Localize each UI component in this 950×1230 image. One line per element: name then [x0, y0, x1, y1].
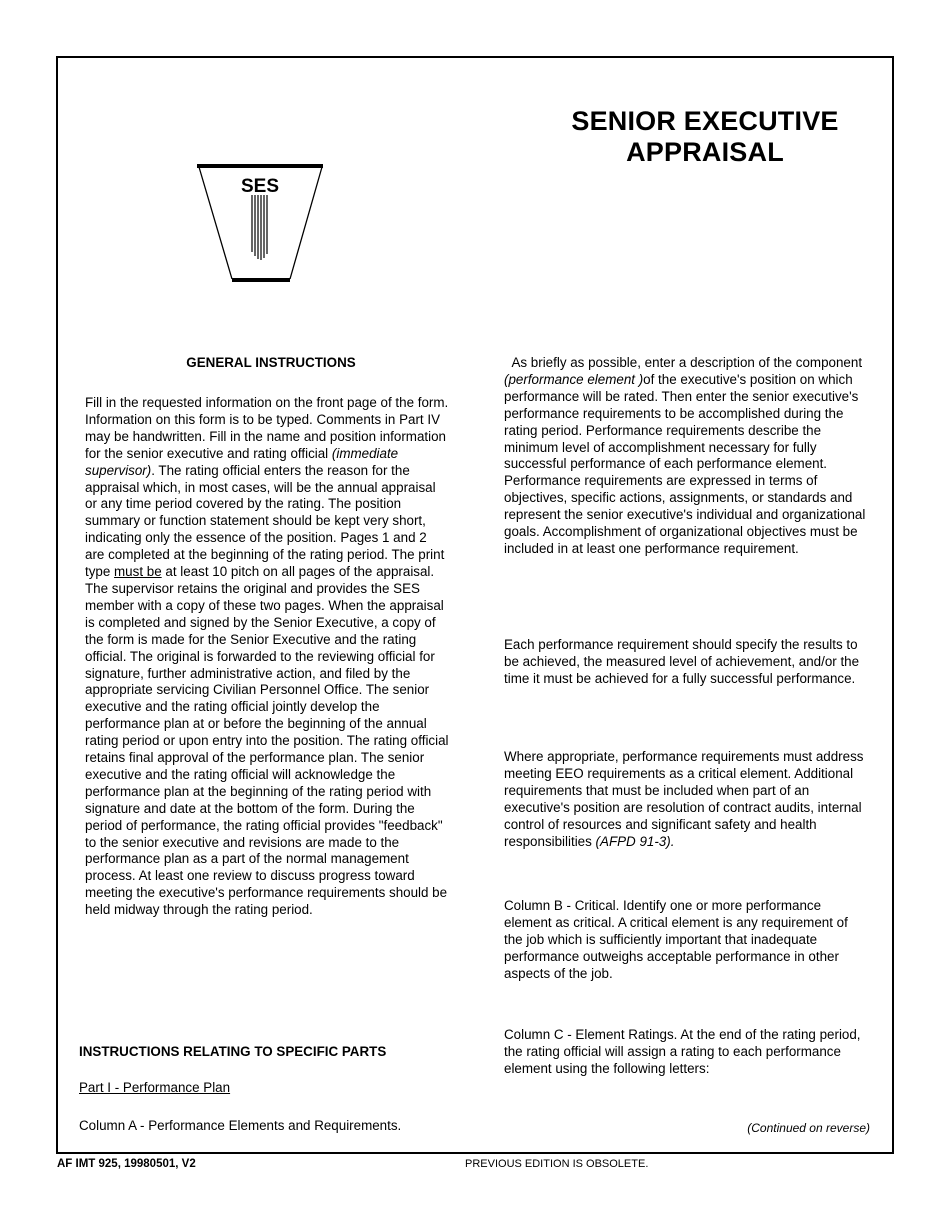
general-text-e: at least 10 pitch on all pages of the appraisal. The supervisor retains the original and provides the SES member with a copy of these two pages. When the appraisal is completed and signed by the Senior Executive, a copy of the form is made for the Senior Executive and the rating official. The original is forwarded to the reviewing official for signature, further administrative action, and filed by the appropriate servicing Civilian Personnel Office. The senior executive and the rating official jointly develop the performance plan at or before the beginning of the annual rating period or upon entry into the position. The rating official retains final approval of the performance plan. The senior executive and the rating official will acknowledge the performance plan at the beginning of the rating period with signature and date at the bottom of the form. During the period of performance, the rating official provides "feedback" to the senior executive and revisions are made to the performance plan as a part of the normal management process. At least one review to discuss progress toward meeting the executive's performance requirements should be held midway through the rating period. — [85, 564, 449, 918]
general-text-c: . The rating official enters the reason for the appraisal which, in most cases, will be the annual appraisal or any time period covered by the rating. The position summary or function statement should be kept very short, indicating only the essence of the position. Pages 1 and 2 are completed at the beginning of the rating period. The print type — [85, 462, 445, 580]
general-instructions-text — [85, 395, 449, 919]
form-title — [530, 106, 880, 168]
general-instructions-heading: GENERAL INSTRUCTIONS — [186, 355, 356, 370]
right-paragraph-5 — [504, 1027, 870, 1078]
title-line-2: APPRAISAL — [626, 137, 784, 167]
form-id: AF IMT 925, 19980501, V2 — [57, 1158, 196, 1170]
title-line-1: SENIOR EXECUTIVE — [571, 106, 839, 136]
right-text-5: Column C - Element Ratings. At the end of the rating period, the rating official will assign a rating to each performance element using the following letters: — [504, 1027, 861, 1076]
logo-stripes — [252, 195, 267, 260]
right-paragraph-4 — [504, 898, 870, 983]
right-text-3b: (AFPD 91-3). — [595, 833, 675, 849]
specific-parts-heading: INSTRUCTIONS RELATING TO SPECIFIC PARTS — [79, 1044, 387, 1059]
continued-note: (Continued on reverse) — [747, 1121, 870, 1135]
right-text-1c: of the executive's position on which performance will be rated. Then enter the senior executive's performance requirements to be accomplished during the rating period. Performance requirements describe the minimum level of accomplishment necessary for fully successful performance of each performance element. Performance requirements are expressed in terms of objectives, specific actions, assignments, or standards and represent the senior executive's individual and organizational goals. Accomplishment of organizational objectives must be included in at least one performance requirement. — [504, 371, 866, 556]
right-text-2: Each performance requirement should specify the results to be achieved, the measured level of achievement, and/or the time it must be achieved for a fully successful performance. — [504, 637, 860, 686]
logo-text: SES — [240, 176, 280, 197]
right-text-3a: Where appropriate, performance requirements must address meeting EEO requirements as a critical element. Additional requirements that must be included when part of an executive's position are resolution of contract audits, internal control of resources and significant safety and health responsibilities — [504, 749, 864, 849]
general-text-a: Fill in the requested information on the front page of the form. Information on this form is to be typed. Comments in Part IV may be handwritten. Fill in the name and position information for the senior executive and rating official — [85, 395, 449, 461]
general-text-b: (immediate supervisor) — [85, 445, 399, 478]
right-paragraph-3 — [504, 749, 870, 850]
part-1-heading: Part I - Performance Plan — [79, 1080, 231, 1095]
right-text-1b: (performance element ) — [504, 371, 644, 387]
general-text-must-be: must be — [114, 564, 162, 580]
right-text-4: Column B - Critical. Identify one or more performance element as critical. A critical element is any requirement of the job which is sufficiently important that inadequate performance outweighs acceptable performance in other aspects of the job. — [504, 898, 848, 981]
right-text-1a: As briefly as possible, enter a description of the component — [511, 355, 863, 370]
column-a-heading: Column A - Performance Elements and Requirements. — [79, 1118, 402, 1133]
right-paragraph-2 — [504, 637, 870, 688]
obsolete-notice: PREVIOUS EDITION IS OBSOLETE. — [465, 1158, 649, 1170]
ses-logo — [196, 162, 326, 284]
right-paragraph-1 — [504, 355, 870, 558]
